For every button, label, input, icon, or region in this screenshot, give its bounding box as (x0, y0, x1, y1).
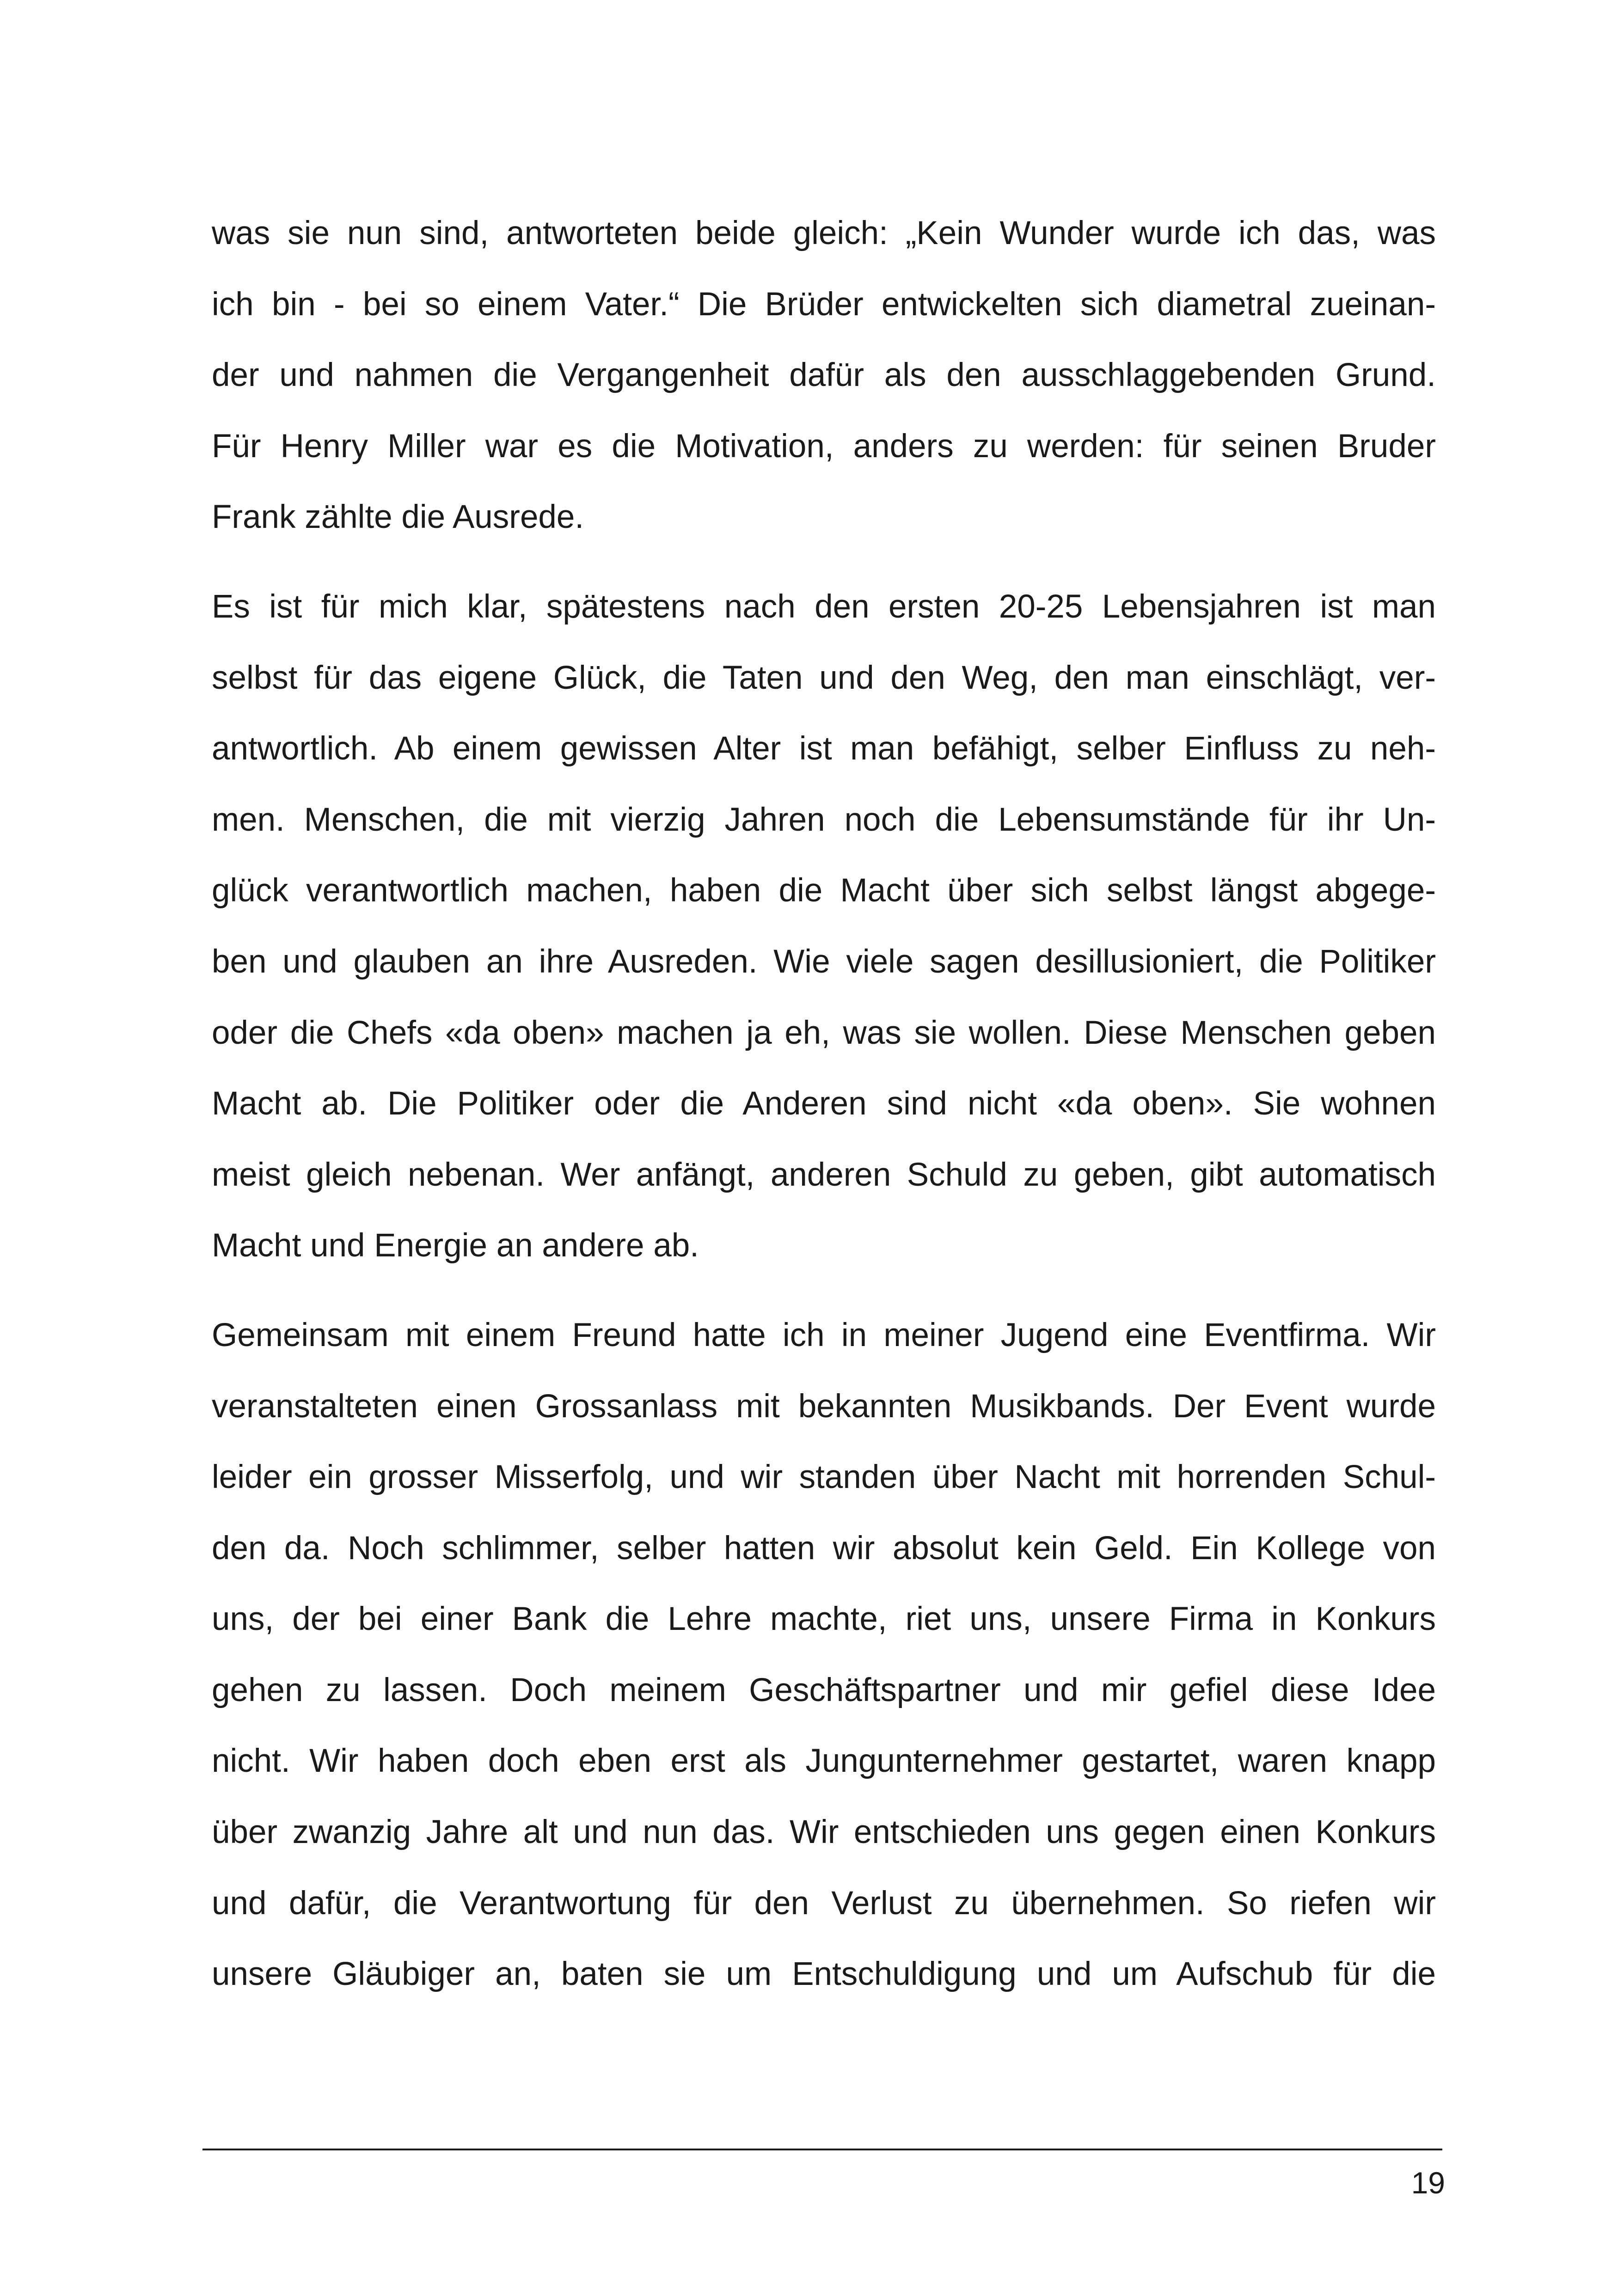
text-line: gehen zu lassen. Doch meinem Geschäftspartner und mir gefiel diese Idee (212, 1671, 1436, 1708)
body-text (212, 198, 1436, 2028)
text-line: und dafür, die Verantwortung für den Verlust zu übernehmen. So riefen wir (212, 1885, 1436, 1922)
text-line: oder die Chefs «da oben» machen ja eh, was sie wollen. Diese Menschen geben (212, 1014, 1436, 1051)
text-line: was sie nun sind, antworteten beide gleich: „Kein Wunder wurde ich das, was (212, 215, 1436, 251)
text-line: ich bin - bei so einem Vater.“ Die Brüder entwickelten sich diametral zueinan- (212, 286, 1436, 323)
text-line: unsere Gläubiger an, baten sie um Entschuldigung und um Aufschub für die (212, 1956, 1436, 1993)
footer-rule (202, 2149, 1442, 2150)
paragraph (212, 198, 1436, 553)
text-line: leider ein grosser Misserfolg, und wir standen über Nacht mit horrenden Schul- (212, 1459, 1436, 1496)
text-line: Macht und Energie an andere ab. (212, 1227, 699, 1264)
text-line: men. Menschen, die mit vierzig Jahren noch die Lebensumstände für ihr Un- (212, 801, 1436, 838)
text-line: antwortlich. Ab einem gewissen Alter ist man befähigt, selber Einfluss zu neh- (212, 730, 1436, 767)
text-line: glück verantwortlich machen, haben die Macht über sich selbst längst abgege- (212, 872, 1436, 909)
text-line: nicht. Wir haben doch eben erst als Jungunternehmer gestartet, waren knapp (212, 1743, 1436, 1780)
paragraph (212, 1300, 1436, 2010)
text-line: selbst für das eigene Glück, die Taten und den Weg, den man einschlägt, ver- (212, 659, 1436, 696)
text-line: über zwanzig Jahre alt und nun das. Wir entschieden uns gegen einen Konkurs (212, 1814, 1436, 1851)
text-line: meist gleich nebenan. Wer anfängt, anderen Schuld zu geben, gibt automatisch (212, 1156, 1436, 1193)
text-line: Gemeinsam mit einem Freund hatte ich in meiner Jugend eine Eventfirma. Wir (212, 1316, 1436, 1353)
text-line: veranstalteten einen Grossanlass mit bekannten Musikbands. Der Event wurde (212, 1388, 1436, 1425)
text-line: Es ist für mich klar, spätestens nach den ersten 20-25 Lebensjahren ist man (212, 588, 1436, 625)
page-number: 19 (1411, 2166, 1445, 2200)
text-line: Macht ab. Die Politiker oder die Anderen sind nicht «da oben». Sie wohnen (212, 1085, 1436, 1122)
text-line: Frank zählte die Ausrede. (212, 499, 584, 536)
text-line: Für Henry Miller war es die Motivation, anders zu werden: für seinen Bruder (212, 428, 1436, 465)
text-line: uns, der bei einer Bank die Lehre machte, riet uns, unsere Firma in Konkurs (212, 1601, 1436, 1638)
text-line: der und nahmen die Vergangenheit dafür als den ausschlaggebenden Grund. (212, 357, 1436, 394)
text-line: ben und glauben an ihre Ausreden. Wie viele sagen desillusioniert, die Politiker (212, 943, 1436, 980)
text-line: den da. Noch schlimmer, selber hatten wir absolut kein Geld. Ein Kollege von (212, 1530, 1436, 1567)
paragraph (212, 571, 1436, 1281)
